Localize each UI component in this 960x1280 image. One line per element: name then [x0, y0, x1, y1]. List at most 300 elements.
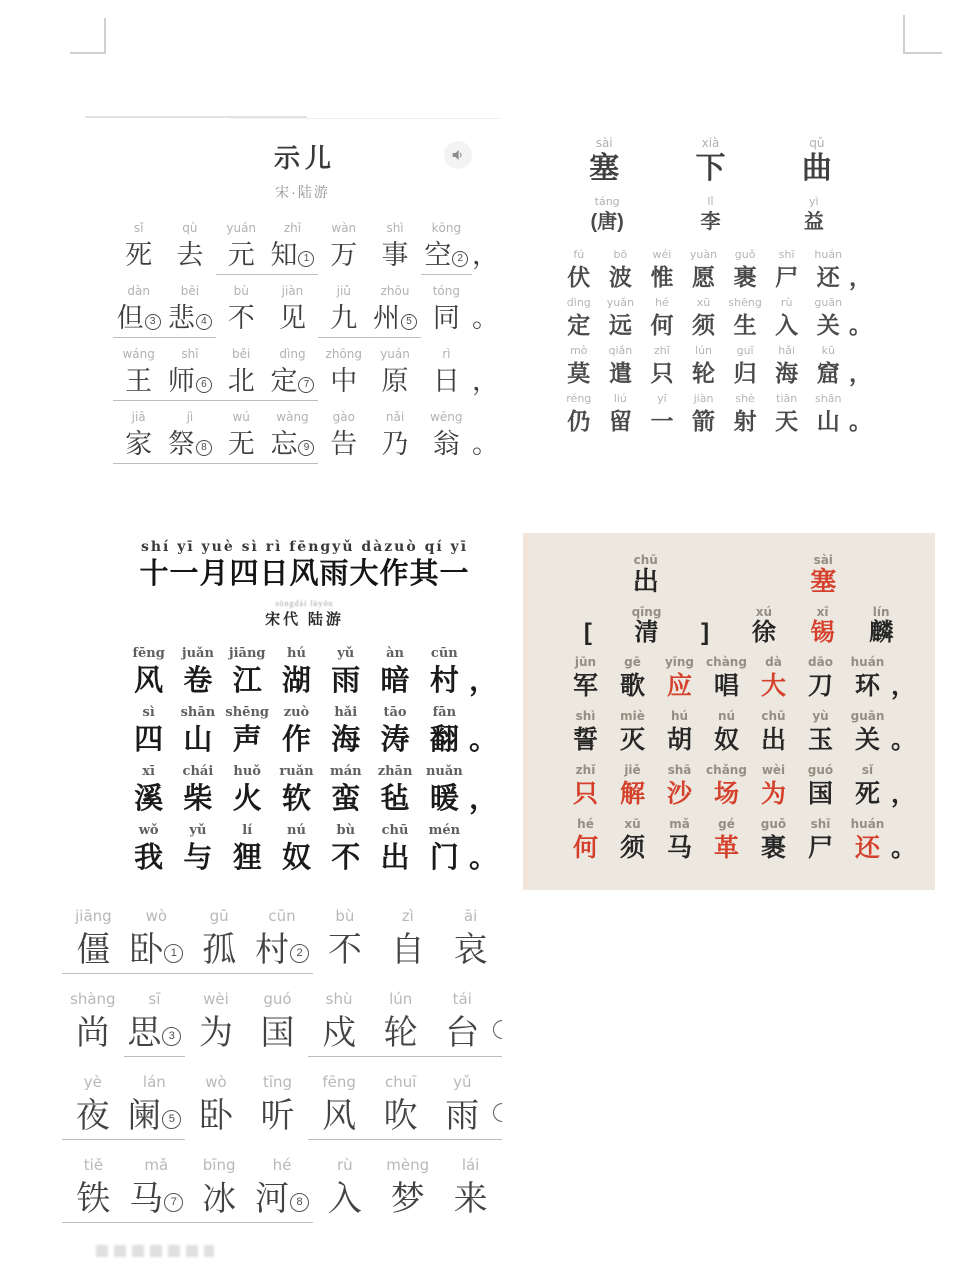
syllable: [750, 709, 797, 756]
hanzi: 哀: [453, 931, 488, 969]
syllable: [562, 553, 730, 595]
syllable: [216, 220, 267, 275]
poem-line: [558, 247, 873, 292]
syllable: [420, 645, 469, 699]
pinyin: xià: [701, 136, 720, 150]
poem-line: [562, 817, 917, 864]
circled-number: 1: [164, 944, 183, 963]
hanzi: 湖: [281, 665, 311, 697]
syllable: [370, 1071, 432, 1140]
poem-line: [62, 905, 502, 974]
hanzi: 门: [429, 842, 459, 874]
poem-author: 宋·陆游: [275, 184, 330, 200]
hanzi: 清: [634, 619, 659, 646]
syllable: [562, 817, 609, 864]
punctuation: [468, 763, 498, 817]
hanzi: 知 1: [267, 236, 318, 274]
pinyin: sài: [595, 136, 613, 150]
pinyin: àn: [386, 646, 404, 661]
hanzi: 卧: [198, 1097, 233, 1135]
syllable: [420, 763, 469, 817]
syllable: [369, 409, 420, 464]
pinyin: shì: [386, 221, 404, 235]
syllable: [558, 343, 600, 388]
hanzi: 卷: [183, 665, 213, 697]
pinyin: hǎi: [778, 344, 796, 357]
hanzi: 国: [807, 780, 833, 808]
pinyin: guó: [263, 990, 292, 1008]
syllable: [370, 645, 419, 699]
hanzi: 事: [381, 240, 409, 270]
pinyin: bù: [233, 284, 249, 298]
hanzi: 山: [183, 724, 213, 756]
circle-ring: [493, 1103, 502, 1122]
syllable: [600, 295, 642, 340]
hanzi: 马 7: [125, 1176, 188, 1222]
syllable: [247, 988, 309, 1057]
pinyin: xū: [696, 296, 711, 309]
punctuation-glyph: ，: [849, 264, 873, 290]
pinyin: jiǔ: [336, 284, 351, 298]
pinyin: chū: [381, 823, 409, 838]
pinyin: wéi: [652, 248, 672, 261]
syllable: [124, 704, 173, 758]
syllable: [724, 247, 766, 292]
syllable: [562, 709, 609, 756]
pinyin: huǒ: [233, 764, 261, 779]
hanzi: 裹: [733, 264, 757, 290]
pinyin: chū: [761, 709, 786, 723]
hanzi: (唐): [590, 211, 624, 233]
poem-title: [562, 553, 907, 595]
pinyin: rì: [442, 347, 451, 361]
hanzi: 师 6: [164, 362, 215, 400]
hanzi: 须: [619, 834, 645, 862]
syllable: [124, 1071, 186, 1140]
syllable: [251, 905, 314, 974]
hanzi: 来: [453, 1180, 488, 1218]
circled-number: 3: [145, 314, 161, 330]
pinyin: jiāng: [75, 907, 112, 925]
hanzi: 徐: [751, 619, 776, 646]
poem-author: [558, 195, 863, 235]
pinyin: huán: [850, 655, 885, 669]
pinyin: lí: [242, 823, 253, 838]
syllable: [562, 763, 609, 810]
poem-card-saixiaqu: [558, 136, 873, 439]
hanzi: 定: [567, 312, 591, 338]
hanzi: 同: [432, 303, 460, 333]
pinyin: shī: [778, 248, 795, 261]
pinyin: dāo: [808, 655, 833, 669]
hanzi: 何: [650, 312, 674, 338]
hanzi: 胡: [666, 726, 692, 754]
hanzi: 家: [125, 429, 153, 459]
syllable: [703, 655, 750, 702]
hanzi: 日: [432, 366, 460, 396]
hanzi: 声: [232, 724, 262, 756]
syllable: [683, 343, 725, 388]
pinyin: guī: [736, 344, 754, 357]
hanzi: 河 8: [251, 1176, 314, 1222]
hanzi: 九: [330, 303, 358, 333]
hanzi: 惟: [650, 264, 674, 290]
hanzi: 铁: [76, 1180, 111, 1218]
hanzi: 场: [713, 780, 739, 808]
syllable: [188, 905, 251, 974]
syllable: [321, 763, 370, 817]
pinyin-spacer: [849, 247, 863, 262]
hanzi: 乃: [381, 429, 409, 459]
pinyin: hé: [272, 1156, 292, 1174]
hanzi: 下: [695, 152, 726, 185]
pinyin: kōng: [431, 221, 462, 235]
hanzi: 奴: [281, 842, 311, 874]
syllable: [421, 220, 472, 275]
hanzi: 为: [198, 1014, 233, 1052]
punctuation: [891, 655, 917, 702]
pinyin: mǎ: [669, 817, 690, 831]
poem-line: [113, 346, 499, 401]
pinyin: lín: [872, 605, 890, 619]
syllable: [724, 343, 766, 388]
syllable: [421, 283, 472, 338]
hanzi: 入: [327, 1180, 362, 1218]
pinyin: chàng: [706, 655, 747, 669]
punctuation: [849, 343, 873, 388]
hanzi: 自: [390, 931, 425, 969]
hanzi: 轮: [692, 360, 716, 386]
hanzi: ]: [701, 619, 710, 646]
syllable: [223, 822, 272, 876]
syllable: [724, 391, 766, 436]
pinyin: bīng: [202, 1156, 236, 1174]
syllable: [272, 822, 321, 876]
hanzi: 柴: [183, 783, 213, 815]
pinyin-spacer: [849, 295, 863, 310]
pinyin: xū: [624, 817, 641, 831]
hanzi: 四: [134, 724, 164, 756]
syllable: [855, 605, 907, 647]
hanzi: 国: [260, 1014, 295, 1052]
hanzi: 奴: [713, 726, 739, 754]
pinyin: shān: [180, 705, 216, 720]
pinyin: gào: [332, 410, 355, 424]
pinyin: ruǎn: [279, 764, 314, 779]
syllable: [62, 905, 125, 974]
syllable: [600, 391, 642, 436]
pinyin: wèi: [761, 763, 786, 777]
pinyin: wàn: [331, 221, 357, 235]
syllable: [321, 704, 370, 758]
punctuation-glyph: ，: [468, 783, 498, 815]
syllable: [173, 704, 222, 758]
hanzi: 莫: [567, 360, 591, 386]
pinyin: tái: [452, 990, 472, 1008]
pinyin: mán: [329, 764, 362, 779]
pinyin: qiǎn: [608, 344, 633, 357]
pinyin: gé: [718, 817, 735, 831]
hanzi: 麟: [869, 619, 894, 646]
pinyin-spacer: [891, 817, 907, 832]
pinyin: guǒ: [760, 817, 787, 831]
syllable: [62, 1071, 124, 1140]
pinyin: yì: [809, 195, 819, 208]
syllable: [750, 817, 797, 864]
hanzi: 夜: [75, 1097, 110, 1135]
poem-line: [124, 763, 498, 817]
hanzi: 冰: [202, 1180, 237, 1218]
poem-line: [558, 295, 873, 340]
pinyin-spacer: [849, 343, 863, 358]
syllable: [641, 391, 683, 436]
hanzi: 蛮: [331, 783, 361, 815]
syllable: [609, 709, 656, 756]
cropped-circled-number: [493, 1071, 502, 1140]
hanzi: 山: [816, 408, 840, 434]
hanzi: 告: [330, 429, 358, 459]
poem-line: [124, 645, 498, 699]
pinyin: xī: [142, 764, 155, 779]
pinyin-spacer: [891, 655, 907, 670]
syllable: [766, 247, 808, 292]
pinyin: jiàn: [281, 284, 304, 298]
poem-card-shier: [105, 138, 500, 472]
punctuation: [891, 709, 917, 756]
pinyin: guān: [814, 296, 843, 309]
syllable: [313, 1154, 376, 1223]
punctuation-glyph: 。: [891, 834, 917, 862]
syllable: [421, 409, 472, 464]
pinyin: shàng: [70, 990, 116, 1008]
syllable: [308, 1071, 370, 1140]
pinyin: yǔ: [453, 1073, 472, 1091]
hanzi: 入: [775, 312, 799, 338]
punctuation-glyph: 。: [468, 724, 498, 756]
poem-card-fengyudazuo-1: [112, 538, 497, 881]
pinyin-spacer: [472, 283, 492, 299]
punctuation: [468, 704, 498, 758]
pinyin: dìng: [279, 347, 306, 361]
syllable: [113, 220, 164, 275]
poem-line: [562, 763, 917, 810]
hanzi: 波: [608, 264, 632, 290]
syllable: [318, 346, 369, 401]
pinyin-spacer: [891, 709, 907, 724]
pinyin: jiā: [131, 410, 146, 424]
hanzi: 卧 1: [125, 927, 188, 973]
pinyin: lán: [142, 1073, 166, 1091]
hanzi: 沙: [666, 780, 692, 808]
pinyin: huán: [850, 817, 885, 831]
hanzi: 戍: [322, 1014, 357, 1052]
poem-line: [113, 220, 499, 275]
hanzi: 关: [816, 312, 840, 338]
syllable: [267, 346, 318, 401]
pinyin-spacer: [472, 346, 492, 362]
hanzi: 尸: [775, 264, 799, 290]
syllable: [318, 220, 369, 275]
pinyin: yuàn: [689, 248, 718, 261]
hanzi: 海: [331, 724, 361, 756]
hanzi: 誓: [572, 726, 598, 754]
poem-header: [105, 138, 500, 202]
syllable: [124, 645, 173, 699]
poem-author: [562, 605, 907, 647]
pinyin: zhōu: [380, 284, 410, 298]
hanzi: 益: [803, 211, 824, 233]
hanzi: 我: [134, 842, 164, 874]
hanzi: 雨: [445, 1097, 480, 1135]
pinyin: jiàn: [693, 392, 714, 405]
syllable: [318, 409, 369, 464]
punctuation: [468, 822, 498, 876]
punctuation: [471, 220, 499, 275]
hanzi: 军: [572, 672, 598, 700]
syllable: [807, 343, 849, 388]
hanzi: 灭: [619, 726, 645, 754]
poem-line: [124, 822, 498, 876]
circled-number: 7: [164, 1193, 183, 1212]
pinyin: bù: [335, 907, 355, 925]
punctuation: [471, 409, 499, 464]
pinyin: yuǎn: [606, 296, 634, 309]
cropped-circled-number: [493, 988, 502, 1057]
hanzi: 大: [760, 672, 786, 700]
pinyin: nú: [717, 709, 736, 723]
hanzi: 死: [854, 780, 880, 808]
syllable: [173, 763, 222, 817]
pinyin: yǔ: [189, 823, 207, 838]
pinyin: [562, 605, 614, 619]
hanzi: 孤: [202, 931, 237, 969]
hanzi: 原: [381, 366, 409, 396]
poem-body: [562, 655, 917, 864]
circled-number: 2: [290, 944, 309, 963]
hanzi: 锡: [810, 619, 835, 646]
syllable: [724, 295, 766, 340]
hanzi: 州 5: [369, 299, 420, 337]
syllable: [656, 709, 703, 756]
syllable: [562, 655, 609, 702]
hanzi: 听: [260, 1097, 295, 1135]
pinyin: sì: [142, 705, 155, 720]
syllable: [164, 220, 215, 275]
audio-play-button[interactable]: [444, 141, 472, 169]
pinyin-spacer: [493, 1071, 502, 1093]
syllable: [797, 655, 844, 702]
syllable: [370, 822, 419, 876]
syllable: [216, 283, 267, 338]
hanzi: 不: [227, 303, 255, 333]
pinyin: tóng: [432, 284, 460, 298]
syllable: [740, 553, 908, 595]
syllable: [113, 346, 164, 401]
pinyin-spacer: [472, 220, 492, 236]
poem-card-chusai: [528, 533, 935, 890]
pinyin: sǐ: [133, 221, 144, 235]
syllable: [621, 605, 673, 647]
punctuation-glyph: 。: [468, 842, 498, 874]
syllable: [771, 136, 863, 187]
syllable: [656, 817, 703, 864]
pinyin: lún: [695, 344, 713, 357]
syllable: [765, 195, 863, 235]
pinyin: jūn: [574, 655, 597, 669]
syllable: [188, 1154, 251, 1223]
hanzi: 但 3: [113, 299, 164, 337]
hanzi: 翻: [429, 724, 459, 756]
syllable: [124, 763, 173, 817]
crop-corner-top-right: [903, 15, 942, 54]
pinyin: hé: [577, 817, 594, 831]
hanzi: 仍: [567, 408, 591, 434]
hanzi: 只: [650, 360, 674, 386]
pinyin: yuán: [226, 221, 257, 235]
hanzi: 死: [125, 240, 153, 270]
hanzi: 元: [227, 240, 255, 270]
poem-line: [62, 1071, 502, 1140]
pinyin: nú: [287, 823, 306, 838]
syllable: [656, 763, 703, 810]
pinyin: zhōng: [325, 347, 362, 361]
punctuation-glyph: 。: [849, 408, 873, 434]
pinyin: xú: [755, 605, 772, 619]
syllable: [247, 1071, 309, 1140]
poem-line: [558, 391, 873, 436]
pinyin: dà: [765, 655, 782, 669]
poem-line: [124, 704, 498, 758]
pinyin: wáng: [122, 347, 155, 361]
poem-title-pinyin: shí yī yuè sì rì fēngyǔ dàzuò qí yī: [140, 539, 469, 555]
pinyin-spacer: [493, 988, 502, 1010]
syllable: [562, 605, 614, 647]
hanzi: 见: [278, 303, 306, 333]
pinyin: āi: [463, 907, 478, 925]
pinyin: liú: [613, 392, 627, 405]
syllable: [272, 704, 321, 758]
hanzi: 僵: [76, 931, 111, 969]
hanzi: 何: [572, 834, 598, 862]
hanzi: 留: [608, 408, 632, 434]
punctuation: [471, 346, 499, 401]
pinyin: hú: [287, 646, 306, 661]
syllable: [113, 283, 164, 338]
punctuation-glyph: ，: [468, 665, 498, 697]
syllable: [223, 645, 272, 699]
circled-number: 2: [452, 251, 468, 267]
pinyin: tāo: [383, 705, 407, 720]
pinyin: lái: [461, 1156, 480, 1174]
syllable: [679, 605, 731, 647]
punctuation-glyph: 。: [471, 429, 499, 459]
pinyin: yè: [83, 1073, 102, 1091]
hanzi: 关: [854, 726, 880, 754]
pinyin-spacer: [469, 763, 485, 781]
hanzi: 愿: [692, 264, 716, 290]
hanzi: 溪: [134, 783, 164, 815]
syllable: [420, 704, 469, 758]
pinyin: chuī: [384, 1073, 417, 1091]
hanzi: 翁: [432, 429, 460, 459]
syllable: [216, 346, 267, 401]
punctuation: [849, 295, 873, 340]
pinyin: zhī: [654, 344, 670, 357]
pinyin: fēng: [322, 1073, 356, 1091]
pinyin: juǎn: [181, 646, 214, 661]
pinyin: shēng: [728, 296, 762, 309]
pinyin: nuǎn: [425, 764, 463, 779]
